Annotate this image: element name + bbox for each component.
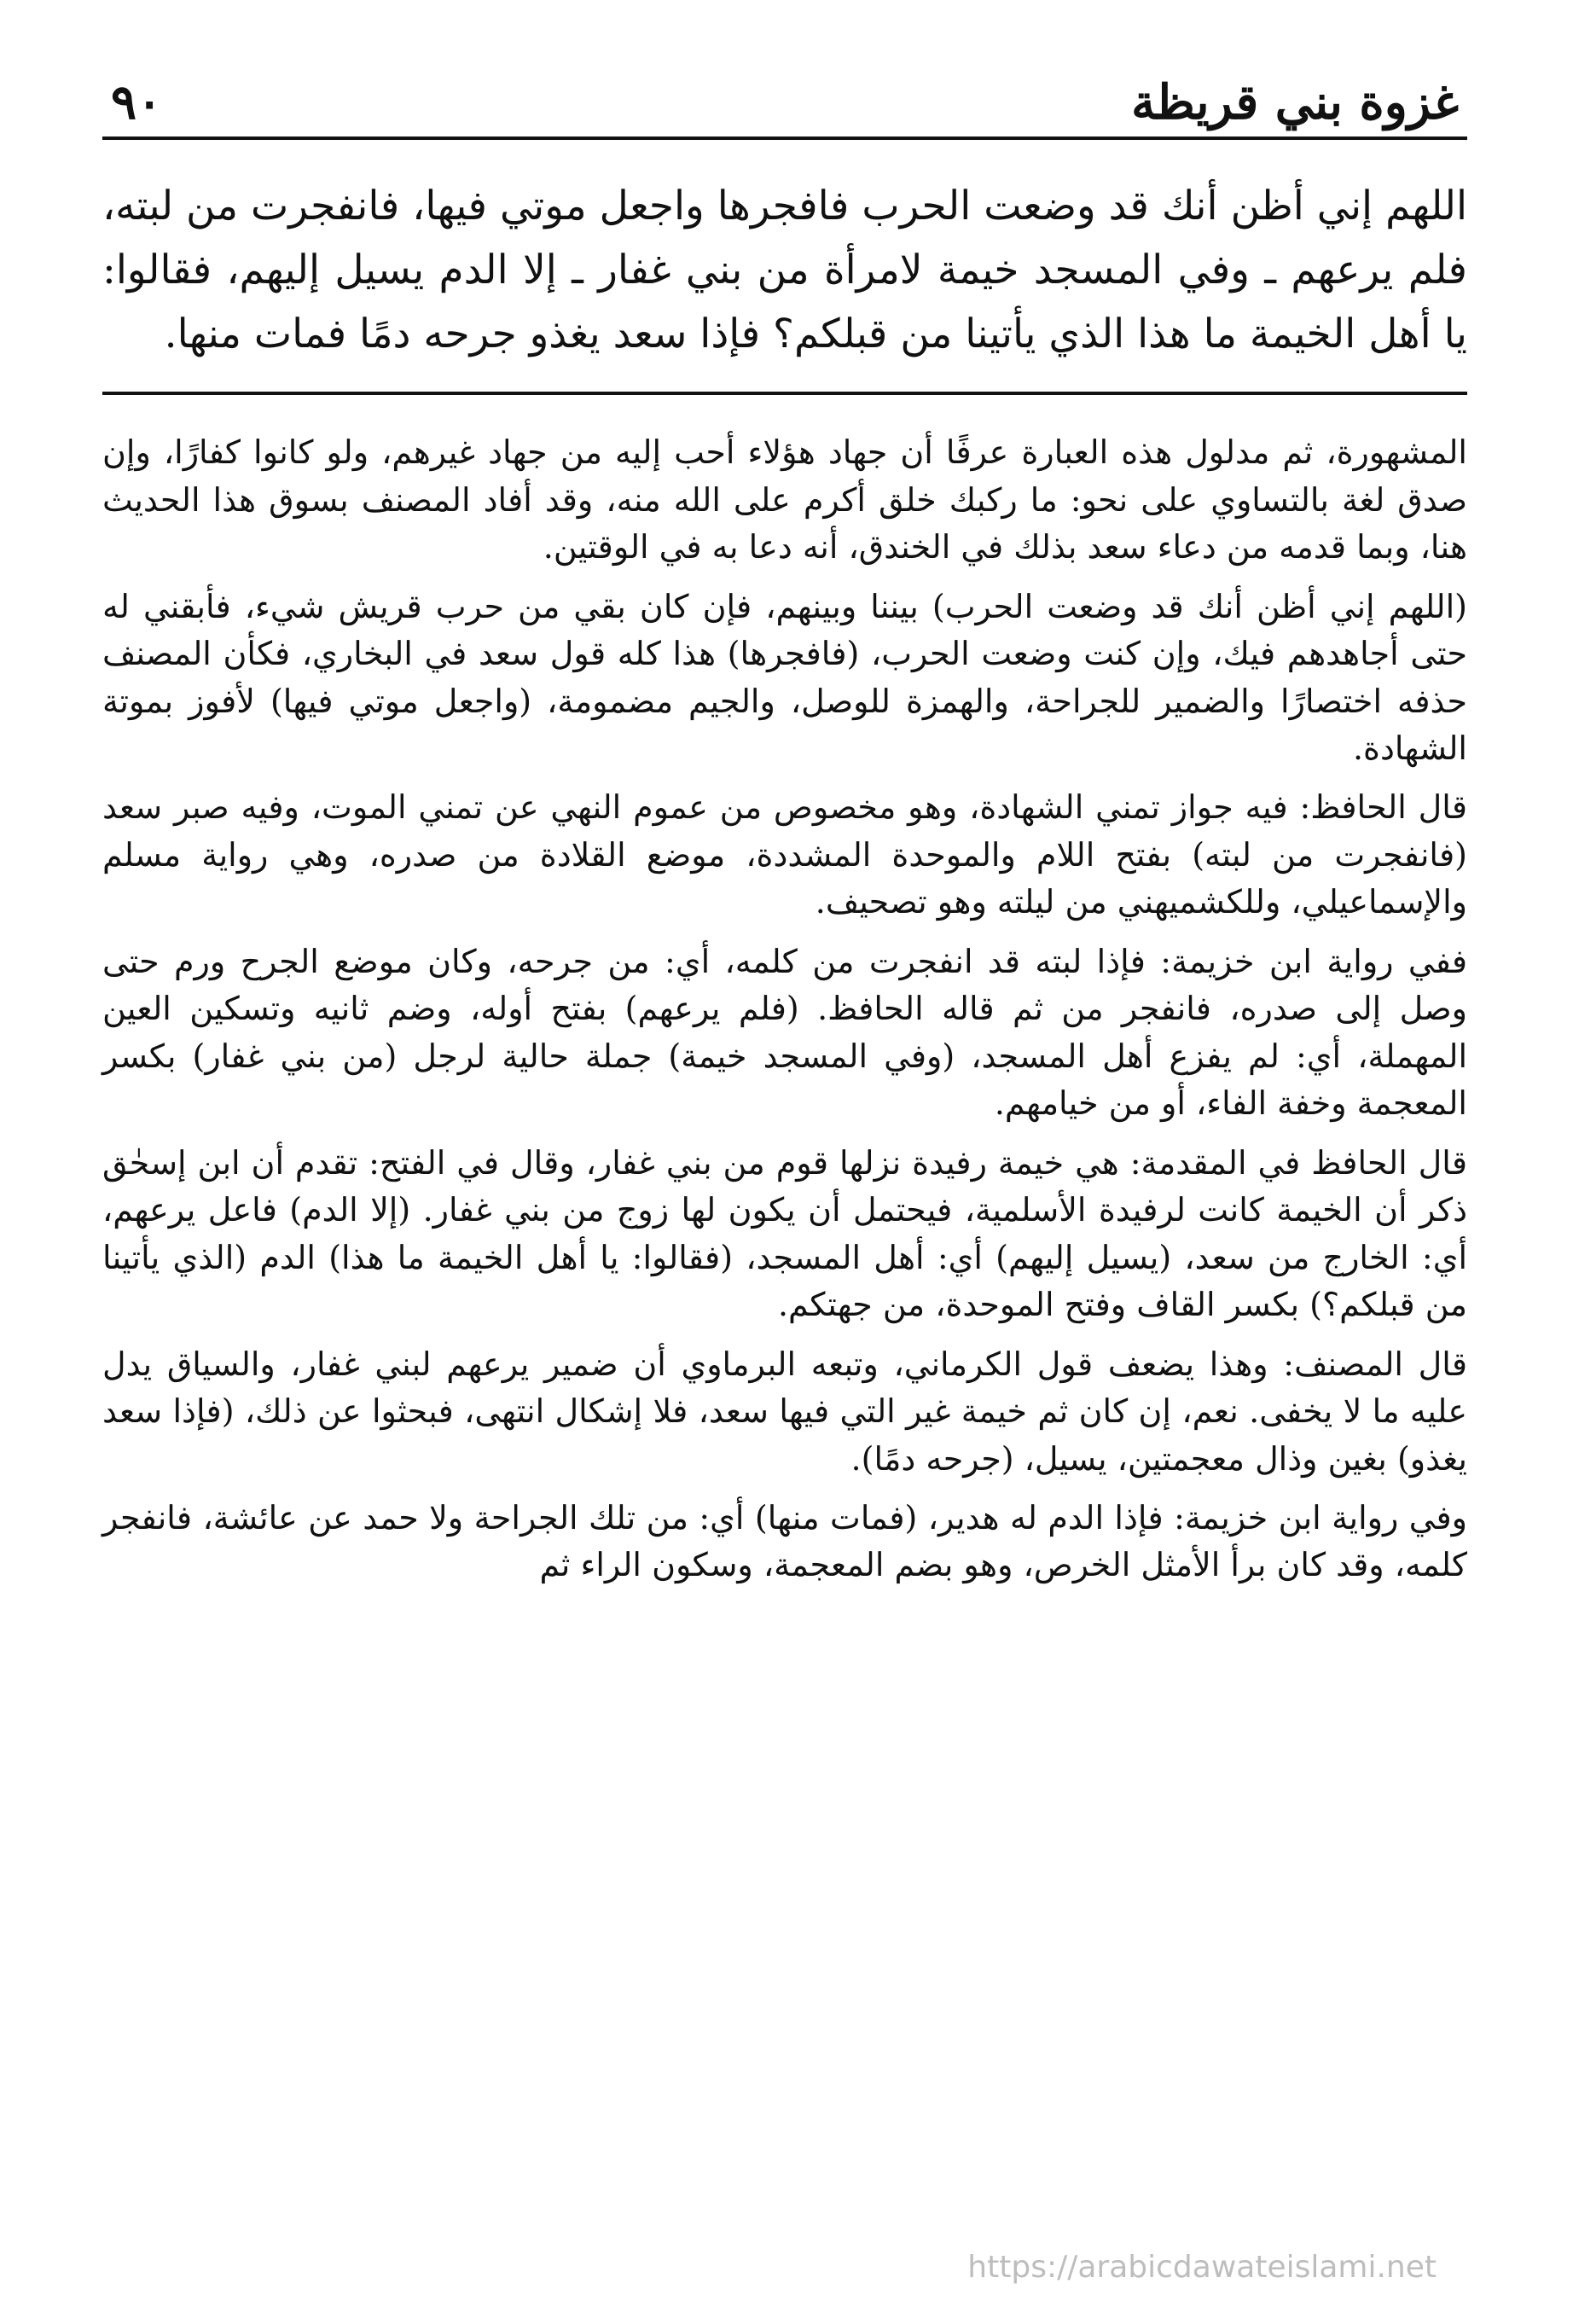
page-header — [102, 74, 1467, 140]
commentary-paragraph: ففي رواية ابن خزيمة: فإذا لبته قد انفجرت من كلمه، أي: من جرحه، وكان موضع الجرح ورم حتى وصل إلى صدره، فانفجر من ثم قاله الحافظ. (فلم يرعهم) بفتح أوله، وضم ثانيه وتسكين العين المهملة، أي: لم يفزع أهل المسجد، (وفي المسجد خيمة) جملة حالية لرجل (من بني غفار) بكسر المعجمة وخفة الفاء، أو من خيامهم. — [102, 942, 1467, 1123]
section-divider — [102, 392, 1467, 395]
commentary-paragraph: قال الحافظ: فيه جواز تمني الشهادة، وهو مخصوص من عموم النهي عن تمني الموت، وفيه صبر سعد (فانفجرت من لبته) بفتح اللام والموحدة المشددة، موضع القلادة من صدره، وهي رواية مسلم والإسماعيلي، وللكشميهني من ليلته وهو تصحيف. — [102, 788, 1467, 921]
commentary-paragraph: المشهورة، ثم مدلول هذه العبارة عرفًا أن جهاد هؤلاء أحب إليه من جهاد غيرهم، ولو كانوا كفارًا، وإن صدق لغة بالتساوي على نحو: ما ركبك خلق أكرم على الله منه، وقد أفاد المصنف بسوق هذا الحديث هنا، وبما قدمه من دعاء سعد بذلك في الخندق، أنه دعا به في الوقتين. — [102, 433, 1468, 566]
page-number: ٩٠ — [111, 74, 163, 131]
commentary-paragraph: قال الحافظ في المقدمة: هي خيمة رفيدة نزلها قوم من بني غفار، وقال في الفتح: تقدم أن ابن إسحٰق ذكر أن الخيمة كانت لرفيدة الأسلمية، فيحتمل أن يكون لها زوج من بني غفار. (إلا الدم) فاعل يرعهم، أي: الخارج من سعد، (يسيل إليهم) أي: أهل المسجد، (فقالوا: يا أهل الخيمة ما هذا) الدم (الذي يأتينا من قبلكم؟) بكسر القاف وفتح الموحدة، من جهتكم. — [102, 1143, 1467, 1324]
book-page — [102, 74, 1468, 1601]
watermark-url: https://arabicdawateislami.net — [967, 2250, 1437, 2285]
page-title: غزوة بني قريظة — [1131, 74, 1459, 131]
commentary-paragraph: (اللهم إني أظن أنك قد وضعت الحرب) بيننا وبينهم، فإن كان بقي من حرب قريش شيء، فأبقني له حتى أجاهدهم فيك، وإن كنت وضعت الحرب، (فافجرها) هذا كله قول سعد في البخاري، فكأن المصنف حذفه اختصارًا والضمير للجراحة، والهمزة للوصل، والجيم مضمومة، (واجعل موتي فيها) لأفوز بموتة الشهادة. — [102, 587, 1467, 767]
commentary-section — [102, 429, 1467, 1589]
commentary-paragraph: قال المصنف: وهذا يضعف قول الكرماني، وتبعه البرماوي أن ضمير يرعهم لبني غفار، والسياق يدل عليه ما لا يخفى. نعم، إن كان ثم خيمة غير التي فيها سعد، فلا إشكال انتهى، فبحثوا عن ذلك، (فإذا سعد يغذو) بغين وذال معجمتين، يسيل، (جرحه دمًا). — [102, 1345, 1467, 1478]
main-hadith-text: اللهم إني أظن أنك قد وضعت الحرب فافجرها واجعل موتي فيها، فانفجرت من لبته، فلم يرعهم ـ وفي المسجد خيمة لامرأة من بني غفار ـ إلا الدم يسيل إليهم، فقالوا: يا أهل الخيمة ما هذا الذي يأتينا من قبلكم؟ فإذا سعد يغذو جرحه دمًا فمات منها. — [102, 182, 1467, 357]
commentary-paragraph: وفي رواية ابن خزيمة: فإذا الدم له هدير، (فمات منها) أي: من تلك الجراحة ولا حمد عن عائشة، فانفجر كلمه، وقد كان برأ الأمثل الخرص، وهو بضم المعجمة، وسكون الراء ثم — [102, 1499, 1467, 1584]
